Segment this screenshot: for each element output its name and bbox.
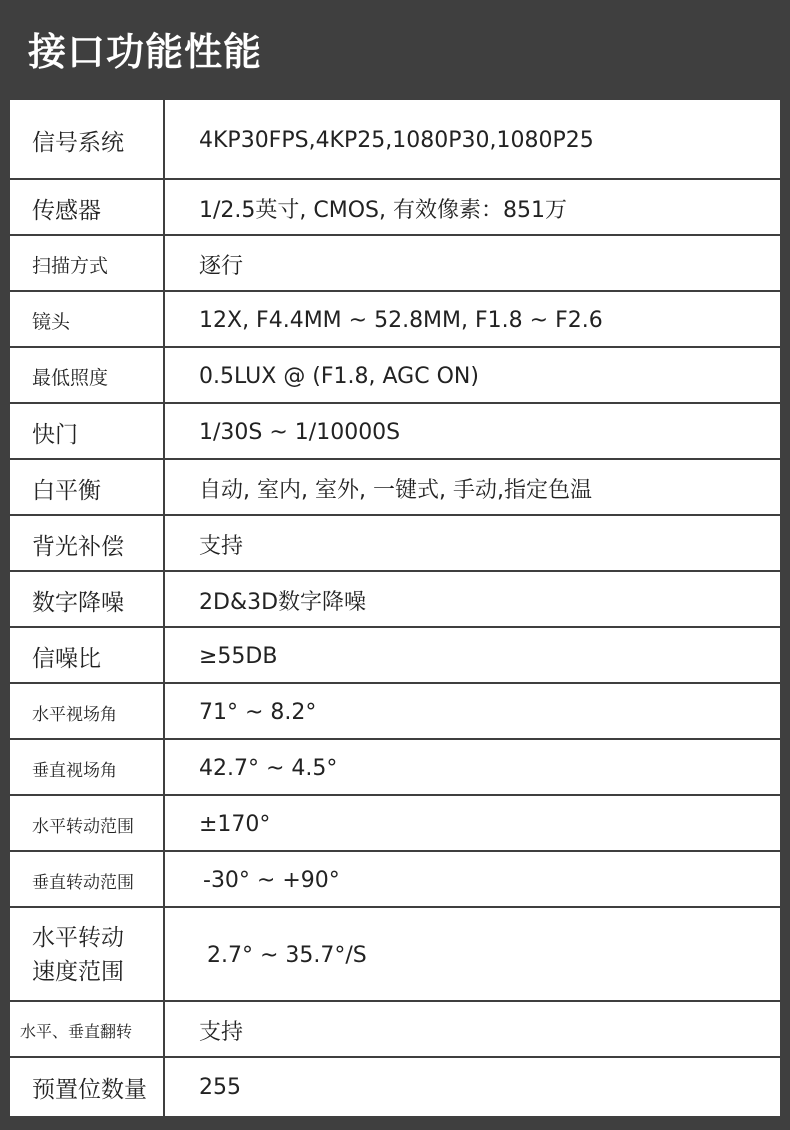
- spec-value: 1/30S ~ 1/10000S: [199, 419, 401, 445]
- table-row: [10, 100, 780, 180]
- table-row: [10, 626, 780, 684]
- table-row: [10, 178, 780, 236]
- table-row: [10, 682, 780, 740]
- spec-label: 水平视场角: [10, 684, 165, 740]
- table-row: [10, 1056, 780, 1116]
- spec-label: 快门: [10, 404, 165, 460]
- spec-value: 2D&3D数字降噪: [199, 589, 367, 615]
- spec-value: -30° ~ +90°: [203, 867, 340, 893]
- spec-value: 4KP30FPS,4KP25,1080P30,1080P25: [199, 127, 594, 153]
- spec-label: 水平转动范围: [10, 796, 165, 852]
- table-row: [10, 458, 780, 516]
- spec-label: 水平、垂直翻转: [10, 1002, 165, 1058]
- spec-label: 扫描方式: [10, 236, 165, 292]
- table-row: [10, 570, 780, 628]
- spec-table: [10, 100, 780, 1116]
- spec-value: ±170°: [199, 811, 271, 837]
- page-header: [0, 0, 790, 100]
- table-row: [10, 234, 780, 292]
- spec-label: 垂直转动范围: [10, 852, 165, 908]
- spec-value: 2.7° ~ 35.7°/S: [207, 942, 367, 968]
- spec-value: 支持: [199, 533, 244, 559]
- spec-value: ≥55DB: [199, 643, 278, 669]
- spec-value: 71° ~ 8.2°: [199, 699, 317, 725]
- spec-value: 42.7° ~ 4.5°: [199, 755, 338, 781]
- spec-label: 水平转动 速度范围: [10, 908, 165, 1002]
- spec-label: 垂直视场角: [10, 740, 165, 796]
- spec-label: 传感器: [10, 180, 165, 236]
- table-row: [10, 850, 780, 908]
- table-row: [10, 794, 780, 852]
- table-row: [10, 906, 780, 1002]
- spec-value: 255: [199, 1074, 241, 1100]
- spec-value: 支持: [199, 1019, 244, 1045]
- spec-label: 白平衡: [10, 460, 165, 516]
- spec-value: 12X, F4.4MM ~ 52.8MM, F1.8 ~ F2.6: [199, 307, 603, 333]
- spec-label: 信噪比: [10, 628, 165, 684]
- table-row: [10, 514, 780, 572]
- page-title: 接口功能性能: [28, 30, 263, 74]
- table-row: [10, 402, 780, 460]
- spec-label: 最低照度: [10, 348, 165, 404]
- spec-label: 镜头: [10, 292, 165, 348]
- table-row: [10, 1000, 780, 1058]
- spec-value: 1/2.5英寸, CMOS, 有效像素：851万: [199, 197, 567, 223]
- spec-value: 自动, 室内, 室外, 一键式, 手动,指定色温: [199, 477, 592, 503]
- spec-label: 数字降噪: [10, 572, 165, 628]
- spec-label: 背光补偿: [10, 516, 165, 572]
- spec-label: 信号系统: [10, 100, 165, 180]
- spec-label: 预置位数量: [10, 1058, 165, 1116]
- spec-value: 逐行: [199, 253, 244, 279]
- spec-value: 0.5LUX @ (F1.8, AGC ON): [199, 363, 479, 389]
- table-row: [10, 738, 780, 796]
- table-row: [10, 346, 780, 404]
- table-row: [10, 290, 780, 348]
